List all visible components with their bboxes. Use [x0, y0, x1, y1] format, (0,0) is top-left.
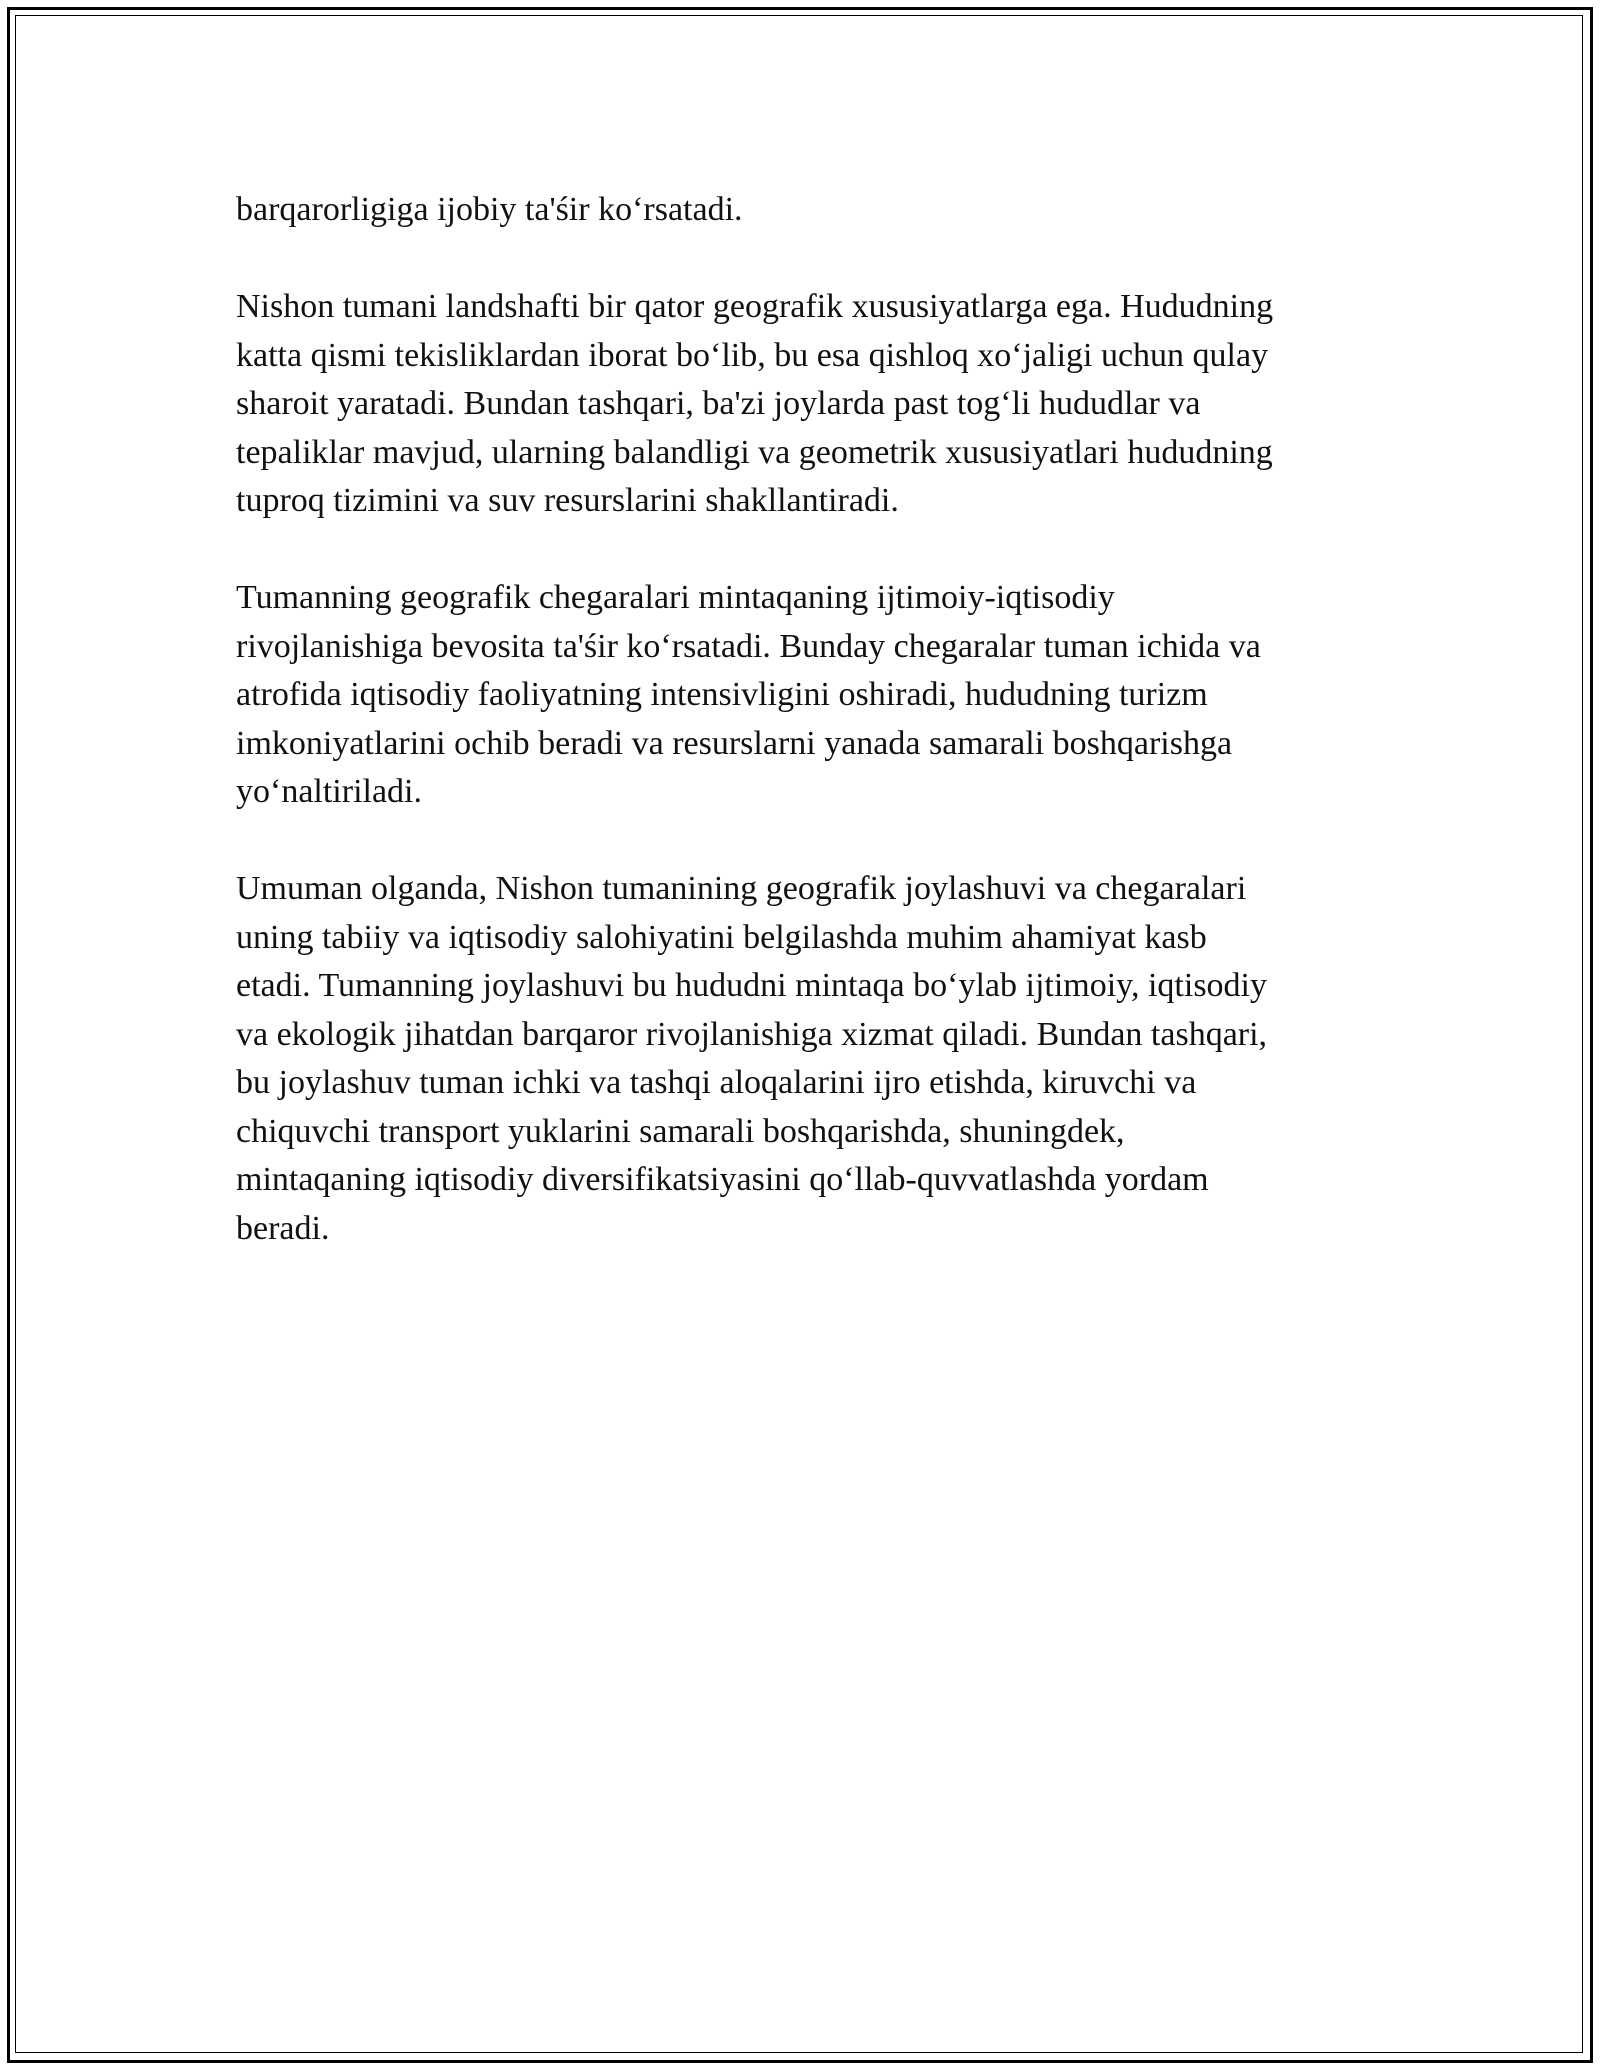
text-line: beradi. [236, 1209, 330, 1247]
text-line: etadi. Tumanning joylashuvi bu hududni mintaqa bo‘ylab ijtimoiy, iqtisodiy [236, 967, 1267, 1004]
document-body [236, 186, 1366, 1302]
text-line: atrofida iqtisodiy faoliyatning intensivligini oshiradi, hududning turizm [236, 676, 1208, 713]
text-line: va ekologik jihatdan barqaror rivojlanishiga xizmat qiladi. Bundan tashqari, [236, 1015, 1268, 1053]
text-line: rivojlanishiga bevosita ta'śir ko‘rsatadi. Bunday chegaralar tuman ichida va [236, 627, 1261, 665]
text-line: tepaliklar mavjud, ularning balandligi va geometrik xususiyatlari hududning [236, 433, 1273, 471]
text-line: Umuman olganda, Nishon tumanining geografik joylashuvi va chegaralari [236, 870, 1247, 907]
paragraph-2 [236, 283, 1366, 526]
paragraph-3 [236, 574, 1366, 817]
text-line: bu joylashuv tuman ichki va tashqi aloqalarini ijro etishda, kiruvchi va [236, 1064, 1197, 1101]
paragraph-4 [236, 865, 1366, 1253]
text-line: chiquvchi transport yuklarini samarali boshqarishda, shuningdek, [236, 1112, 1125, 1150]
text-line: Tumanning geografik chegaralari mintaqaning ijtimoiy-iqtisodiy [236, 579, 1115, 616]
text-line: sharoit yaratadi. Bundan tashqari, ba'zi joylarda past tog‘li hududlar va [236, 385, 1201, 422]
text-line: yo‘naltiriladi. [236, 773, 423, 810]
text-line: imkoniyatlarini ochib beradi va resurslarni yanada samarali boshqarishga [236, 724, 1233, 762]
text-line: mintaqaning iqtisodiy diversifikatsiyasini qo‘llab-quvvatlashda yordam [236, 1161, 1209, 1198]
text-line: katta qismi tekisliklardan iborat bo‘lib, bu esa qishloq xo‘jaligi uchun qulay [236, 336, 1269, 374]
text-line: uning tabiiy va iqtisodiy salohiyatini belgilashda muhim ahamiyat kasb [236, 918, 1207, 956]
text-line: Nishon tumani landshafti bir qator geografik xususiyatlarga ega. Hududning [236, 288, 1274, 325]
paragraph-1 [236, 186, 1366, 235]
text-line: barqarorligiga ijobiy ta'śir ko‘rsatadi. [236, 191, 743, 228]
text-line: tuproq tizimini va suv resurslarini shakllantiradi. [236, 482, 899, 519]
